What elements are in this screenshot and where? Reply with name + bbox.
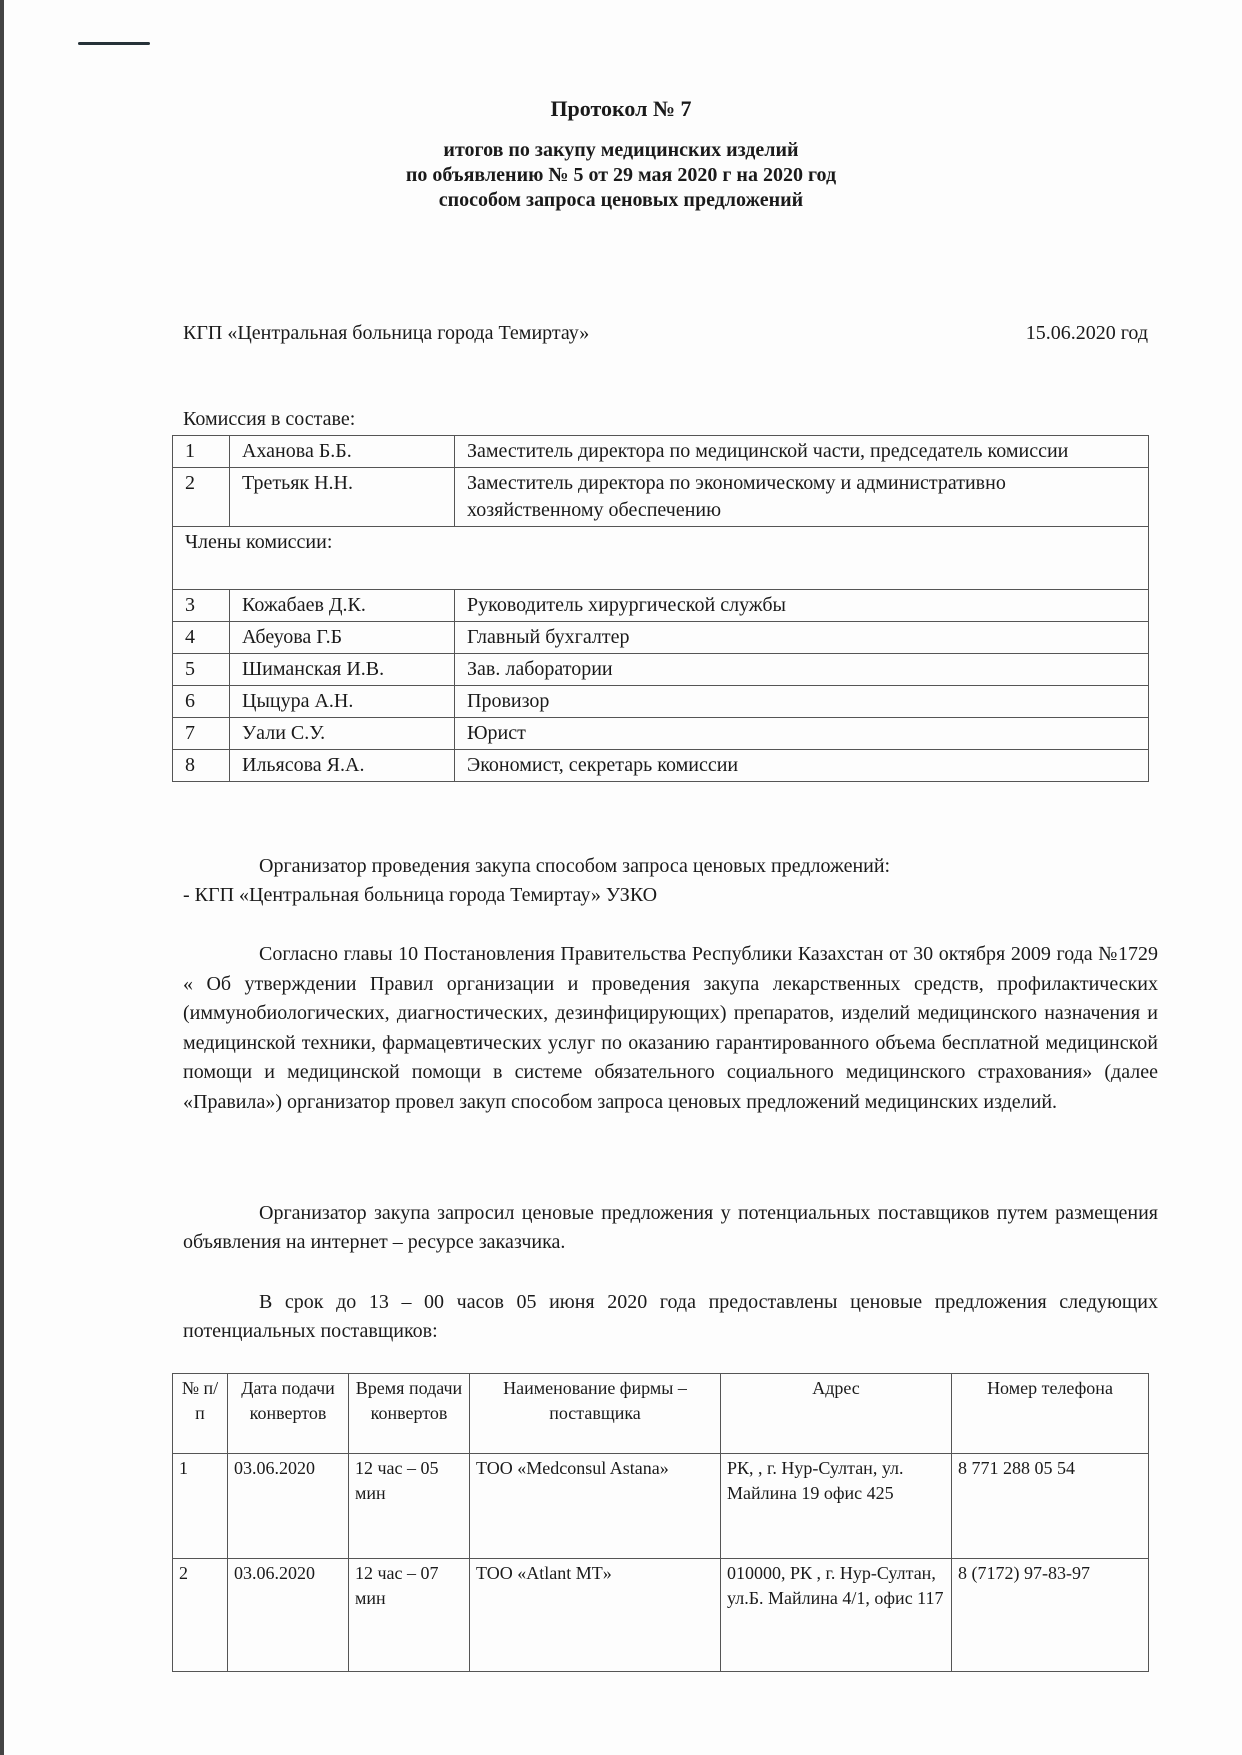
table-row — [173, 1559, 1149, 1672]
cell-address: 010000, РК , г. Нур-Султан, ул.Б. Майлина 4/1, офис 117 — [721, 1559, 952, 1672]
subtitle-line-2: по объявлению № 5 от 29 мая 2020 г на 2020 год — [405, 164, 837, 186]
member-position: Зав. лаборатории — [455, 654, 1149, 686]
member-number: 6 — [173, 686, 230, 718]
table-row — [173, 654, 1149, 686]
cell-number: 2 — [173, 1559, 228, 1672]
organization-date-line — [183, 322, 1148, 345]
table-row — [173, 750, 1149, 782]
member-position: Провизор — [455, 686, 1149, 718]
pen-mark — [78, 42, 150, 45]
cell-time: 12 час – 07 мин — [349, 1559, 470, 1672]
table-row — [173, 468, 1149, 527]
cell-phone: 8 (7172) 97-83-97 — [952, 1559, 1149, 1672]
member-name: Третьяк Н.Н. — [230, 468, 455, 527]
legal-basis-paragraph: Согласно главы 10 Постановления Правительства Республики Казахстан от 30 октября 2009 года №1729 « Об утверждении Правил организации и проведения закупа лекарственных средств, профилактических (иммунобиологических, диагностических, дезинфицирующих) препаратов, изделий медицинского назначения и медицинской техники, фармацевтических услуг по оказанию гарантированного объема бесплатной медицинской помощи и медицинской помощи в системе обязательного социального медицинского страхования» (далее «Правила») организатор провел закуп способом запроса ценовых предложений медицинских изделий. — [183, 943, 1158, 1113]
commission-label: Комиссия в составе: — [183, 408, 356, 430]
member-number: 3 — [173, 590, 230, 622]
organizer-intro: Организатор проведения закупа способом запроса ценовых предложений: — [259, 855, 891, 877]
document-date: 15.06.2020 год — [1025, 322, 1148, 344]
member-name: Шиманская И.В. — [230, 654, 455, 686]
table-row — [173, 1454, 1149, 1559]
cell-date: 03.06.2020 — [228, 1454, 349, 1559]
table-row — [173, 436, 1149, 468]
table-row — [173, 590, 1149, 622]
member-number: 4 — [173, 622, 230, 654]
cell-number: 1 — [173, 1454, 228, 1559]
suppliers-table — [172, 1373, 1149, 1672]
member-name: Абеуова Г.Б — [230, 622, 455, 654]
cell-address: РК, , г. Нур-Султан, ул. Майлина 19 офис 425 — [721, 1454, 952, 1559]
column-header-company: Наименование фирмы – поставщика — [470, 1374, 721, 1454]
cell-company: ТОО «Medconsul Astana» — [470, 1454, 721, 1559]
column-header-address: Адрес — [721, 1374, 952, 1454]
member-name: Аханова Б.Б. — [230, 436, 455, 468]
column-header-time: Время подачи конвертов — [349, 1374, 470, 1454]
subtitle-line-1: итогов по закупу медицинских изделий — [443, 139, 799, 161]
member-position: Заместитель директора по экономическому и административно хозяйственному обеспечению — [455, 468, 1149, 527]
document-header — [0, 96, 1242, 213]
member-name: Ильясова Я.А. — [230, 750, 455, 782]
commission-table — [172, 435, 1149, 782]
cell-phone: 8 771 288 05 54 — [952, 1454, 1149, 1559]
cell-time: 12 час – 05 мин — [349, 1454, 470, 1559]
cell-company: ТОО «Atlant MT» — [470, 1559, 721, 1672]
subtitle-line-3: способом запроса ценовых предложений — [438, 189, 804, 211]
column-header-number: № п/п — [173, 1374, 228, 1454]
scan-edge — [0, 0, 4, 1755]
organization-name: КГП «Центральная больница города Темиртау» — [183, 322, 590, 344]
member-number: 8 — [173, 750, 230, 782]
column-header-date: Дата подачи конвертов — [228, 1374, 349, 1454]
cell-date: 03.06.2020 — [228, 1559, 349, 1672]
member-name: Кожабаев Д.К. — [230, 590, 455, 622]
table-row — [173, 718, 1149, 750]
document-title: Протокол № 7 — [550, 96, 692, 121]
request-info-paragraph: Организатор закупа запросил ценовые предложения у потенциальных поставщиков путем размещения объявления на интернет – ресурсе заказчика. — [183, 1202, 1158, 1253]
table-row — [173, 622, 1149, 654]
members-label-row — [173, 527, 1149, 590]
table-header-row — [173, 1374, 1149, 1454]
member-name: Уали С.У. — [230, 718, 455, 750]
organizer-name: - КГП «Центральная больница города Темиртау» УЗКО — [183, 884, 658, 906]
member-position: Главный бухгалтер — [455, 622, 1149, 654]
member-number: 7 — [173, 718, 230, 750]
member-number: 5 — [173, 654, 230, 686]
member-number: 1 — [173, 436, 230, 468]
member-number: 2 — [173, 468, 230, 527]
deadline-paragraph: В срок до 13 – 00 часов 05 июня 2020 года предоставлены ценовые предложения следующих потенциальных поставщиков: — [183, 1291, 1158, 1342]
table-row — [173, 686, 1149, 718]
member-position: Заместитель директора по медицинской части, председатель комиссии — [455, 436, 1149, 468]
member-position: Руководитель хирургической службы — [455, 590, 1149, 622]
members-label: Члены комиссии: — [173, 527, 1149, 590]
member-name: Цыцура А.Н. — [230, 686, 455, 718]
member-position: Юрист — [455, 718, 1149, 750]
member-position: Экономист, секретарь комиссии — [455, 750, 1149, 782]
column-header-phone: Номер телефона — [952, 1374, 1149, 1454]
